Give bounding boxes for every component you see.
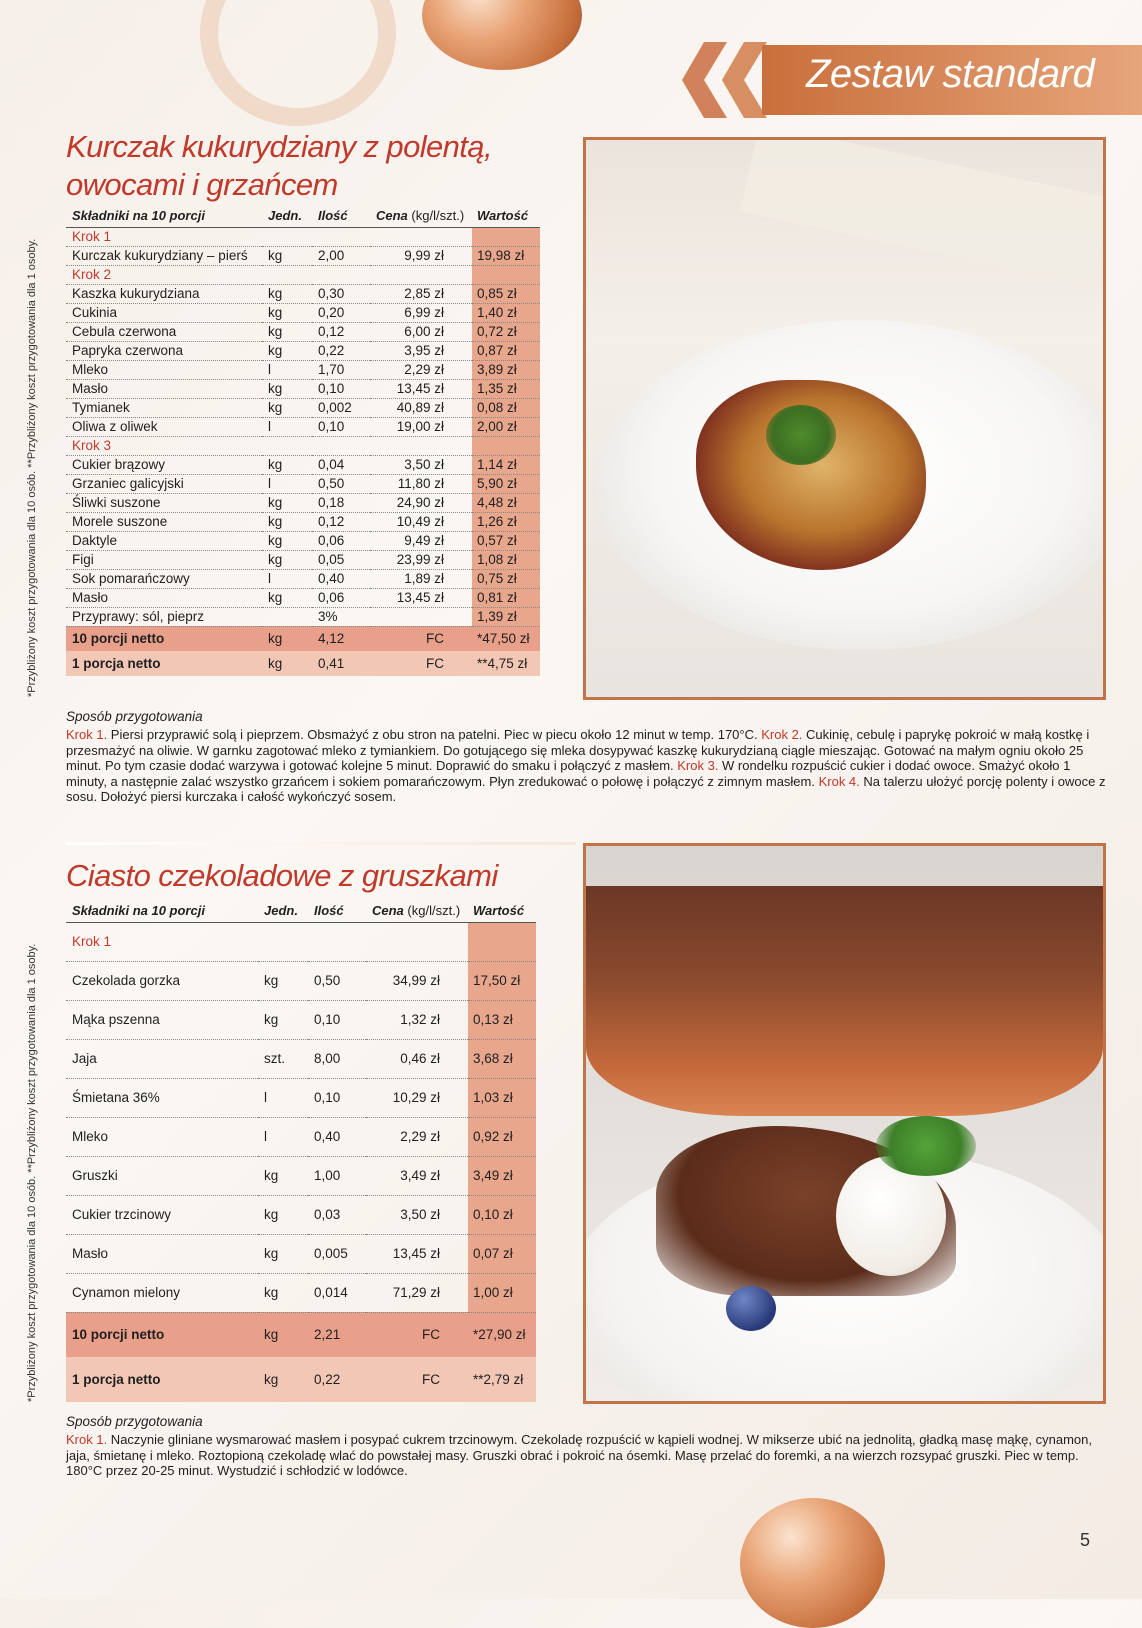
ornament-bauble-bottom <box>740 1498 885 1628</box>
krok-row <box>66 227 540 246</box>
ingredient-unit: l <box>258 1117 308 1156</box>
recipe1-title <box>66 128 492 204</box>
recipe2-prep-title: Sposób przygotowania <box>66 1414 203 1429</box>
ingredient-unit: kg <box>262 341 312 360</box>
ornament-bauble-top <box>422 0 582 70</box>
ingredient-price: 9,99 zł <box>370 246 472 265</box>
ingredient-price: 34,99 zł <box>366 961 468 1000</box>
total-row-10 <box>66 626 540 651</box>
ingredient-price: 3,49 zł <box>366 1156 468 1195</box>
ingredient-unit: kg <box>262 455 312 474</box>
ingredient-value: 1,03 zł <box>468 1078 536 1117</box>
ingredient-name: Masło <box>66 379 262 398</box>
ingredient-price: 6,99 zł <box>370 303 472 322</box>
recipe2-ingredients-table <box>66 900 536 1402</box>
ingredient-unit: kg <box>262 493 312 512</box>
table-row <box>66 512 540 531</box>
total-price: FC <box>366 1357 468 1402</box>
ingredient-price: 1,89 zł <box>370 569 472 588</box>
table-row <box>66 961 536 1000</box>
ingredient-name: Mąka pszenna <box>66 1000 258 1039</box>
prep-step-text: Piersi przyprawić solą i pieprzem. Obsmażyć z obu stron na patelni. Piec w piecu około 12 minut w temp. 170°C. <box>107 727 762 742</box>
table-row <box>66 1117 536 1156</box>
ingredient-value: 0,92 zł <box>468 1117 536 1156</box>
table-row <box>66 455 540 474</box>
ingredient-price: 11,80 zł <box>370 474 472 493</box>
recipe1-table-body <box>66 227 540 676</box>
table-row <box>66 303 540 322</box>
table-row <box>66 417 540 436</box>
table-row <box>66 1273 536 1312</box>
total-unit: kg <box>258 1312 308 1357</box>
ingredient-unit: kg <box>258 1195 308 1234</box>
total-qty: 0,22 <box>308 1357 366 1402</box>
ingredient-value: 1,35 zł <box>472 379 540 398</box>
table-row <box>66 1000 536 1039</box>
ingredient-price: 19,00 zł <box>370 417 472 436</box>
krok-row <box>66 922 536 961</box>
ingredient-value: 0,75 zł <box>472 569 540 588</box>
ingredient-qty: 0,05 <box>312 550 370 569</box>
page-number: 5 <box>1080 1530 1091 1550</box>
ingredient-name: Czekolada gorzka <box>66 961 258 1000</box>
ingredient-qty: 0,10 <box>312 379 370 398</box>
ingredient-price: 24,90 zł <box>370 493 472 512</box>
side-note-1: *Przybliżony koszt przygotowania dla 10 osób. **Przybliżony koszt przygotowania dla 1 osoby. <box>26 238 38 697</box>
ingredient-qty: 1,00 <box>308 1156 366 1195</box>
total-qty: 2,21 <box>308 1312 366 1357</box>
recipe2-title: Ciasto czekoladowe z gruszkami <box>66 858 498 893</box>
ingredient-price: 10,49 zł <box>370 512 472 531</box>
ingredient-value: 0,07 zł <box>468 1234 536 1273</box>
ingredient-value: 0,13 zł <box>468 1000 536 1039</box>
ingredient-unit: szt. <box>258 1039 308 1078</box>
header-price-unit: (kg/l/szt.) <box>407 903 461 919</box>
total-qty: 0,41 <box>312 651 370 676</box>
ingredient-name: Daktyle <box>66 531 262 550</box>
ingredient-qty: 0,03 <box>308 1195 366 1234</box>
total-value: *47,50 zł <box>472 626 540 651</box>
ingredient-unit: l <box>262 474 312 493</box>
table-row <box>66 550 540 569</box>
header-price-label: Cena <box>372 903 404 919</box>
ingredient-qty: 0,002 <box>312 398 370 417</box>
mint-leaf-shape <box>876 1116 976 1176</box>
ingredient-qty: 0,005 <box>308 1234 366 1273</box>
ingredient-value: 0,81 zł <box>472 588 540 607</box>
ingredient-unit: kg <box>258 1273 308 1312</box>
header-value: Wartość <box>468 900 536 922</box>
ribbon-decoration <box>200 0 396 126</box>
ingredient-value: 1,08 zł <box>472 550 540 569</box>
ingredient-value: 1,40 zł <box>472 303 540 322</box>
table-row <box>66 284 540 303</box>
recipe1-title-line2: owocami i grzańcem <box>66 167 338 202</box>
ingredient-price: 6,00 zł <box>370 322 472 341</box>
ingredient-unit: kg <box>262 284 312 303</box>
table-row <box>66 1234 536 1273</box>
ingredient-name: Śmietana 36% <box>66 1078 258 1117</box>
ingredient-value: 1,39 zł <box>472 607 540 626</box>
ingredient-price: 23,99 zł <box>370 550 472 569</box>
krok-label: Krok 2 <box>66 265 472 284</box>
total-unit: kg <box>258 1357 308 1402</box>
recipe1-title-line1: Kurczak kukurydziany z polentą, <box>66 129 492 164</box>
ingredient-name: Kaszka kukurydziana <box>66 284 262 303</box>
ingredient-value: 3,68 zł <box>468 1039 536 1078</box>
ingredient-name: Oliwa z oliwek <box>66 417 262 436</box>
ingredient-qty: 0,04 <box>312 455 370 474</box>
ingredient-qty: 0,06 <box>312 588 370 607</box>
recipe1-prep-title: Sposób przygotowania <box>66 709 203 724</box>
ingredient-unit: kg <box>262 550 312 569</box>
ingredient-qty: 0,20 <box>312 303 370 322</box>
ingredient-value: 0,87 zł <box>472 341 540 360</box>
ingredient-unit: kg <box>258 961 308 1000</box>
ingredient-unit: kg <box>262 398 312 417</box>
recipe2-prep-text <box>66 1432 1116 1479</box>
table-row <box>66 379 540 398</box>
ingredient-value: 4,48 zł <box>472 493 540 512</box>
ingredient-qty: 0,10 <box>312 417 370 436</box>
ingredient-name: Figi <box>66 550 262 569</box>
recipe2-photo <box>583 843 1106 1404</box>
header-name: Składniki na 10 porcji <box>66 205 262 227</box>
ingredient-value: 5,90 zł <box>472 474 540 493</box>
ingredient-price <box>370 607 472 626</box>
ingredient-price: 13,45 zł <box>370 588 472 607</box>
ingredient-qty: 8,00 <box>308 1039 366 1078</box>
ingredient-name: Mleko <box>66 360 262 379</box>
ingredient-price: 40,89 zł <box>370 398 472 417</box>
ingredient-price: 2,29 zł <box>366 1117 468 1156</box>
ingredient-unit: kg <box>262 588 312 607</box>
table-row <box>66 360 540 379</box>
ingredient-value: 2,00 zł <box>472 417 540 436</box>
ingredient-value: 17,50 zł <box>468 961 536 1000</box>
ingredient-value: 3,89 zł <box>472 360 540 379</box>
prep-step-text: Naczynie gliniane wysmarować masłem i posypać cukrem trzcinowym. Czekoladę rozpuścić w kąpieli wodnej. W mikserze ubić na jednolitą, gładką masę mąkę, cynamon, jaja, śmietanę i mleko. Roztopioną czekoladę wlać do powstałej masy. Gruszki obrać i pokroić na ósemki. Masę przelać do foremki, a na wierzch rozsypać gruszki. Piec w temp. 180°C przez 20-25 minut. Wystudzić i schłodzić w lodówce. <box>66 1432 1092 1478</box>
ingredient-name: Cukier trzcinowy <box>66 1195 258 1234</box>
total-name: 1 porcja netto <box>66 1357 258 1402</box>
ingredient-name: Masło <box>66 588 262 607</box>
ingredient-qty: 3% <box>312 607 370 626</box>
header-unit: Jedn. <box>262 205 312 227</box>
krok-label: Krok 1 <box>66 227 472 246</box>
ingredient-value: 0,08 zł <box>472 398 540 417</box>
total-price: FC <box>366 1312 468 1357</box>
ingredient-value: 1,00 zł <box>468 1273 536 1312</box>
header-price-label: Cena <box>376 208 408 224</box>
ingredient-qty: 2,00 <box>312 246 370 265</box>
total-row-1 <box>66 651 540 676</box>
value-cell <box>472 265 540 284</box>
ingredient-name: Kurczak kukurydziany – pierś <box>66 246 262 265</box>
ingredient-value: 0,57 zł <box>472 531 540 550</box>
header-unit: Jedn. <box>258 900 308 922</box>
total-name: 1 porcja netto <box>66 651 262 676</box>
table-row <box>66 569 540 588</box>
ingredient-name: Tymianek <box>66 398 262 417</box>
table-row <box>66 607 540 626</box>
table-row <box>66 1039 536 1078</box>
ingredient-name: Cynamon mielony <box>66 1273 258 1312</box>
prep-step-label: Krok 3. <box>677 758 719 773</box>
ingredient-price: 0,46 zł <box>366 1039 468 1078</box>
ingredient-value: 19,98 zł <box>472 246 540 265</box>
ingredient-qty: 1,70 <box>312 360 370 379</box>
value-cell <box>472 436 540 455</box>
table-row <box>66 588 540 607</box>
ingredient-name: Jaja <box>66 1039 258 1078</box>
ingredient-unit <box>262 607 312 626</box>
ingredient-price: 13,45 zł <box>370 379 472 398</box>
ingredient-name: Cukier brązowy <box>66 455 262 474</box>
prep-step-label: Krok 1. <box>66 1432 108 1447</box>
header-qty: Ilość <box>312 205 370 227</box>
krok-label: Krok 1 <box>66 922 468 961</box>
krok-row <box>66 265 540 284</box>
table-row <box>66 1195 536 1234</box>
total-name: 10 porcji netto <box>66 1312 258 1357</box>
table-row <box>66 1156 536 1195</box>
ingredient-name: Cebula czerwona <box>66 322 262 341</box>
ingredient-price: 10,29 zł <box>366 1078 468 1117</box>
ingredient-qty: 0,12 <box>312 512 370 531</box>
recipe1-ingredients-table <box>66 205 540 676</box>
total-name: 10 porcji netto <box>66 626 262 651</box>
ingredient-qty: 0,014 <box>308 1273 366 1312</box>
herb-garnish-shape <box>766 405 836 465</box>
table-row <box>66 474 540 493</box>
prep-step-label: Krok 2. <box>761 727 803 742</box>
header-value: Wartość <box>472 205 540 227</box>
total-value: **2,79 zł <box>468 1357 536 1402</box>
header-name: Składniki na 10 porcji <box>66 900 258 922</box>
recipe2-table-body <box>66 922 536 1402</box>
ingredient-name: Przyprawy: sól, pieprz <box>66 607 262 626</box>
ingredient-qty: 0,12 <box>312 322 370 341</box>
ingredient-unit: kg <box>262 246 312 265</box>
ingredient-name: Śliwki suszone <box>66 493 262 512</box>
total-unit: kg <box>262 651 312 676</box>
ingredient-unit: kg <box>262 322 312 341</box>
table-row <box>66 322 540 341</box>
ingredient-value: 0,85 zł <box>472 284 540 303</box>
prep-step-text: W rondelku rozpuścić cukier i dodać owoce. Smażyć około 1 minuty, a następnie zalać wszystko grzańcem i sokiem pomarańczowym. Płyn zredukować o połowę i połączyć z zimnym masłem. <box>66 758 1071 789</box>
ingredient-price: 71,29 zł <box>366 1273 468 1312</box>
ingredient-value: 1,14 zł <box>472 455 540 474</box>
ingredient-qty: 0,50 <box>312 474 370 493</box>
value-cell <box>468 922 536 961</box>
header-price <box>366 900 468 922</box>
tart-dish-shape <box>586 886 1103 1116</box>
prep-step-label: Krok 1. <box>66 727 108 742</box>
ingredient-price: 9,49 zł <box>370 531 472 550</box>
ingredient-unit: kg <box>262 379 312 398</box>
ingredient-value: 0,72 zł <box>472 322 540 341</box>
ingredient-unit: kg <box>262 531 312 550</box>
table-row <box>66 246 540 265</box>
table-row <box>66 493 540 512</box>
ingredient-qty: 0,30 <box>312 284 370 303</box>
ingredient-price: 2,85 zł <box>370 284 472 303</box>
ingredient-value: 0,10 zł <box>468 1195 536 1234</box>
value-cell <box>472 227 540 246</box>
ingredient-qty: 0,22 <box>312 341 370 360</box>
ingredient-qty: 0,10 <box>308 1000 366 1039</box>
header-price <box>370 205 472 227</box>
ingredient-qty: 0,40 <box>312 569 370 588</box>
ingredient-price: 3,50 zł <box>366 1195 468 1234</box>
table-row <box>66 531 540 550</box>
ingredient-value: 3,49 zł <box>468 1156 536 1195</box>
header-price-unit: (kg/l/szt.) <box>411 208 465 224</box>
table-row <box>66 1078 536 1117</box>
side-note-2: *Przybliżony koszt przygotowania dla 10 osób. **Przybliżony koszt przygotowania dla 1 osoby. <box>26 943 38 1402</box>
section-divider <box>66 842 576 845</box>
total-row-10 <box>66 1312 536 1357</box>
ingredient-value: 1,26 zł <box>472 512 540 531</box>
krok-row <box>66 436 540 455</box>
ingredient-unit: kg <box>258 1234 308 1273</box>
recipe1-photo <box>583 137 1106 700</box>
ingredient-qty: 0,06 <box>312 531 370 550</box>
banner-label: Zestaw standard <box>806 52 1095 96</box>
table-row <box>66 341 540 360</box>
krok-label: Krok 3 <box>66 436 472 455</box>
ingredient-name: Cukinia <box>66 303 262 322</box>
ingredient-unit: kg <box>262 303 312 322</box>
ingredient-unit: l <box>262 569 312 588</box>
ingredient-price: 2,29 zł <box>370 360 472 379</box>
ingredient-price: 1,32 zł <box>366 1000 468 1039</box>
napkin-shape <box>741 137 1106 286</box>
ingredient-name: Gruszki <box>66 1156 258 1195</box>
recipe1-prep-text <box>66 727 1106 805</box>
ingredient-unit: l <box>262 360 312 379</box>
blueberry-shape <box>726 1286 776 1331</box>
chevron-arrows-icon <box>682 42 772 118</box>
total-value: *27,90 zł <box>468 1312 536 1357</box>
prep-step-text: Cukinię, cebulę i paprykę pokroić w małą kostkę i przesmażyć na oliwie. W garnku zagotować mleko z tymiankiem. Do gotującego się mleka dosypywać kaszkę kukurydzianą ciągle mieszając. Gotować na małym ogniu około 25 minut. Po tym czasie dodać warzywa i gotować kolejne 5 minut. Doprawić do smaku i połączyć z masłem. <box>66 727 1090 773</box>
ingredient-unit: l <box>258 1078 308 1117</box>
total-price: FC <box>370 651 472 676</box>
ingredient-qty: 0,18 <box>312 493 370 512</box>
ingredient-price: 3,95 zł <box>370 341 472 360</box>
ingredient-qty: 0,10 <box>308 1078 366 1117</box>
ingredient-name: Papryka czerwona <box>66 341 262 360</box>
ingredient-unit: kg <box>258 1000 308 1039</box>
ingredient-qty: 0,40 <box>308 1117 366 1156</box>
total-price: FC <box>370 626 472 651</box>
header-qty: Ilość <box>308 900 366 922</box>
ingredient-name: Morele suszone <box>66 512 262 531</box>
total-unit: kg <box>262 626 312 651</box>
ingredient-name: Masło <box>66 1234 258 1273</box>
ingredient-price: 13,45 zł <box>366 1234 468 1273</box>
total-row-1 <box>66 1357 536 1402</box>
prep-step-label: Krok 4. <box>818 773 860 789</box>
ingredient-name: Sok pomarańczowy <box>66 569 262 588</box>
ingredient-qty: 0,50 <box>308 961 366 1000</box>
table-row <box>66 398 540 417</box>
ingredient-name: Mleko <box>66 1117 258 1156</box>
ingredient-unit: kg <box>262 512 312 531</box>
ingredient-unit: l <box>262 417 312 436</box>
ingredient-name: Grzaniec galicyjski <box>66 474 262 493</box>
prep-step-text: Na talerzu ułożyć porcję polenty i owoce z sosu. Dołożyć piersi kurczaka i całość wykończyć sosem. <box>66 773 1106 804</box>
total-qty: 4,12 <box>312 626 370 651</box>
ingredient-price: 3,50 zł <box>370 455 472 474</box>
ingredient-unit: kg <box>258 1156 308 1195</box>
total-value: **4,75 zł <box>472 651 540 676</box>
